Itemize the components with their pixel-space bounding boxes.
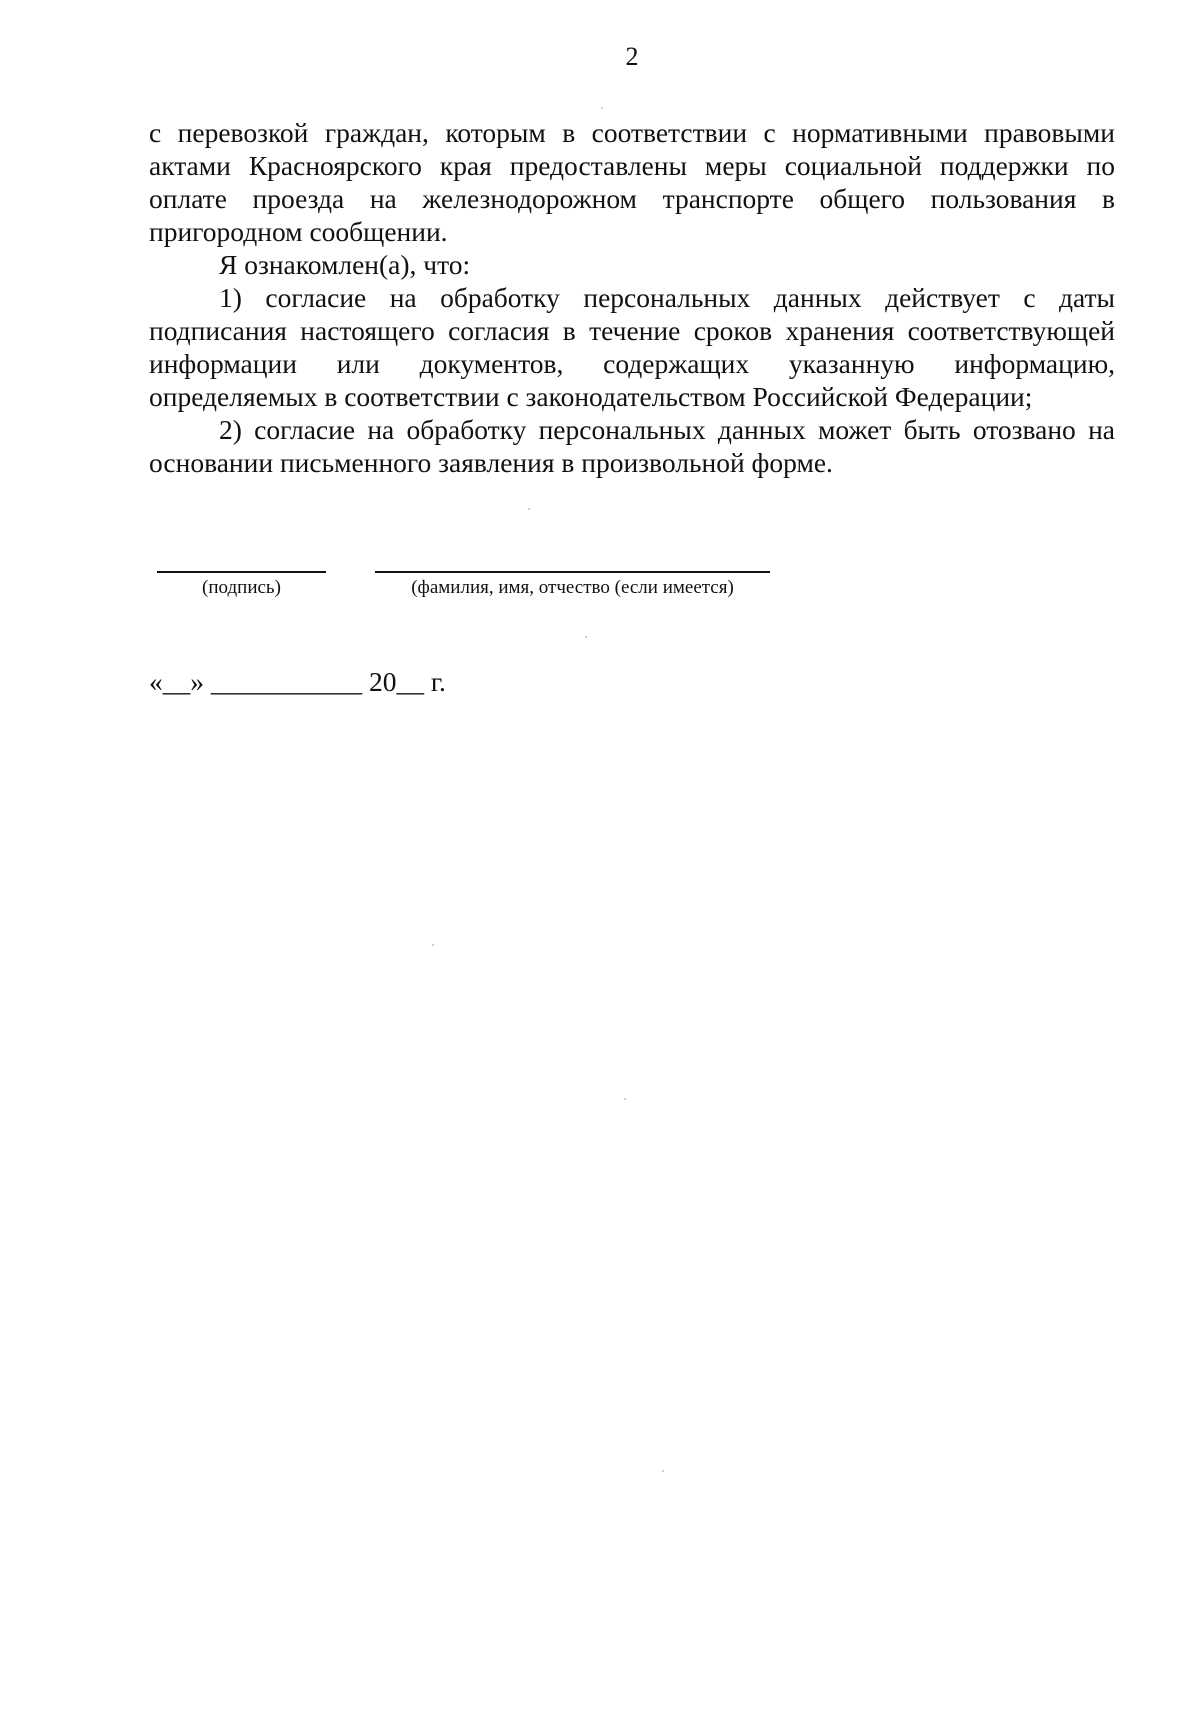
page-number: 2 — [625, 42, 639, 71]
paragraph-continuation: с перевозкой граждан, которым в соответствии с нормативными правовыми актами Красноярского края предоставлены меры социальной поддержки по оплате проезда на железнодорожном транспорте общего пользования в пригородном сообщении. — [149, 117, 1115, 247]
document-body — [149, 116, 1115, 479]
paragraph-acknowledgement: Я ознакомлен(а), что: — [219, 249, 471, 280]
scan-speck — [432, 944, 434, 946]
scan-speck — [601, 107, 603, 109]
signature-caption: (подпись) — [202, 577, 281, 598]
scan-speck — [585, 636, 587, 638]
full-name-caption: (фамилия, имя, отчество (если имеется) — [411, 577, 734, 598]
scan-speck — [528, 508, 530, 510]
date-line[interactable]: «__» ___________ 20__ г. — [149, 666, 446, 697]
paragraph-item-2: 2) согласие на обработку персональных данных может быть отозвано на основании письменного заявления в произвольной форме. — [149, 414, 1115, 478]
signature-line[interactable] — [157, 571, 326, 573]
paragraph-item-1: 1) согласие на обработку персональных данных действует с даты подписания настоящего согласия в течение сроков хранения соответствующей информации или документов, содержащих указанную информацию, определяемых в соответствии с законодательством Российской Федерации; — [149, 282, 1115, 412]
scan-speck — [662, 1470, 664, 1472]
full-name-line[interactable] — [375, 571, 770, 573]
signature-block — [0, 563, 1200, 613]
scan-speck — [624, 1098, 626, 1100]
